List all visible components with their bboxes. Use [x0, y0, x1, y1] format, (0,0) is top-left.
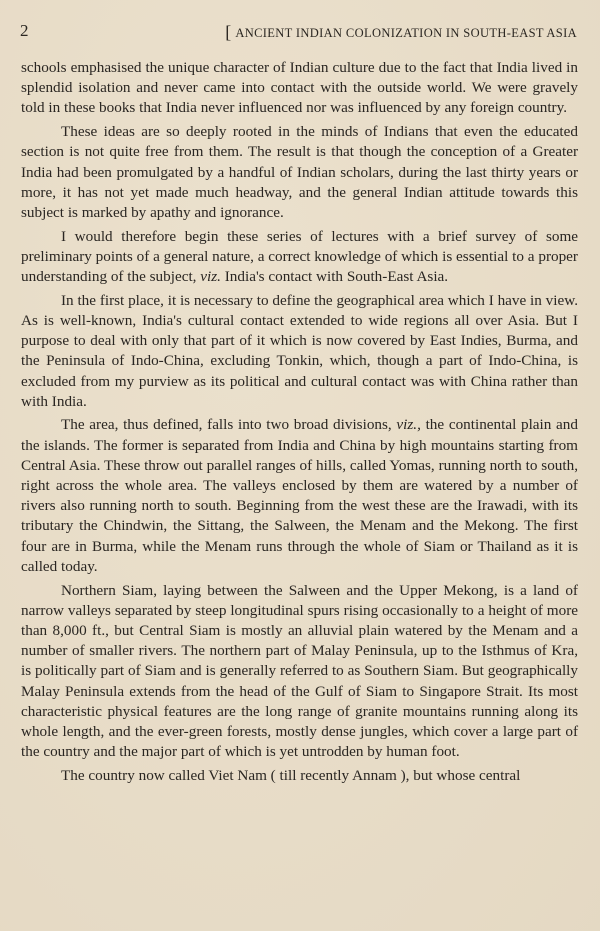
- paragraph-7: The country now called Viet Nam ( till recently Annam ), but whose central: [61, 766, 521, 784]
- paragraph-3-part-2: India's contact with South-East Asia.: [220, 268, 449, 286]
- running-title: [225, 22, 577, 43]
- paragraph-5-part-2: the continental plain and the islands. The former is separated from India and China by high mountains starting from Central Asia. These throw out parallel ranges of hills, called Yomas, running north to south, right across the whole area. The valleys enclosed by them are watered by a number of rivers also running north to south. Beginning from the west these are the Irawadi, with its tributary the Chindwin, the Sittang, the Salween, the Menam and the Mekong. The first four are in Burma, while the Menam runs through the whole of Siam or Thailand as it is called today.: [21, 416, 578, 575]
- paragraph-5: [21, 415, 578, 577]
- paragraph-1: schools emphasised the unique character of Indian culture due to the fact that India lived in splendid isolation and never came into contact with the outside world. We were gravely told in these books that India never influenced nor was influenced by any foreign country.: [21, 59, 578, 117]
- page-number: 2: [20, 21, 29, 40]
- page-header: [20, 20, 580, 42]
- paragraph-5-part-1: The area, thus defined, falls into two broad divisions,: [61, 416, 397, 434]
- paragraph-2: These ideas are so deeply rooted in the minds of Indians that even the educated section is not quite free from them. The result is that though the conception of a Greater India had been promulgated by a handful of Indian scholars, during the last thirty years or more, it has not yet made much headway, and the general Indian attitude towards this subject is marked by apathy and ignorance.: [21, 123, 578, 221]
- paragraph-3-viz: viz.: [200, 268, 221, 286]
- paragraph-4: In the first place, it is necessary to define the geographical area which I have in view. As is well-known, India's cultural contact extended to wide regions all over Asia. But I purpose to deal with only that part of it which is now covered by East Indies, Burma, and the Peninsula of Indo-China, excluding Tonkin, which, though a part of Indo-China, is excluded from my purview as its political and cultural contact was with China rather than with India.: [21, 291, 578, 410]
- running-title-bracket: [: [225, 22, 232, 42]
- running-title-text: ANCIENT INDIAN COLONIZATION IN SOUTH-EAST ASIA: [235, 26, 577, 40]
- paragraph-3: [21, 227, 578, 288]
- paragraph-5-viz: viz.,: [396, 416, 421, 434]
- paragraph-6: Northern Siam, laying between the Salween and the Upper Mekong, is a land of narrow valleys separated by steep longitudinal spurs rising occasionally to a height of more than 8,000 ft., but Central Siam is mostly an alluvial plain watered by the Menam and a number of smaller rivers. The northern part of Malay Peninsula, up to the Isthmus of Kra, is politically part of Siam and is generally referred to as Southern Siam. But geographically Malay Peninsula extends from the head of the Gulf of Siam to Singapore Strait. Its most characteristic physical features are the long range of granite mountains running along its whole length, and the ever-green forests, mostly dense jungles, which cover a large part of the country and the major part of which is yet untrodden by human foot.: [21, 581, 578, 761]
- paragraph-3-part-1: I would therefore begin these series of lectures with a brief survey of some preliminary points of a general nature, a correct knowledge of which is essential to a proper understanding of the subject,: [21, 227, 578, 286]
- body-text: [21, 58, 578, 790]
